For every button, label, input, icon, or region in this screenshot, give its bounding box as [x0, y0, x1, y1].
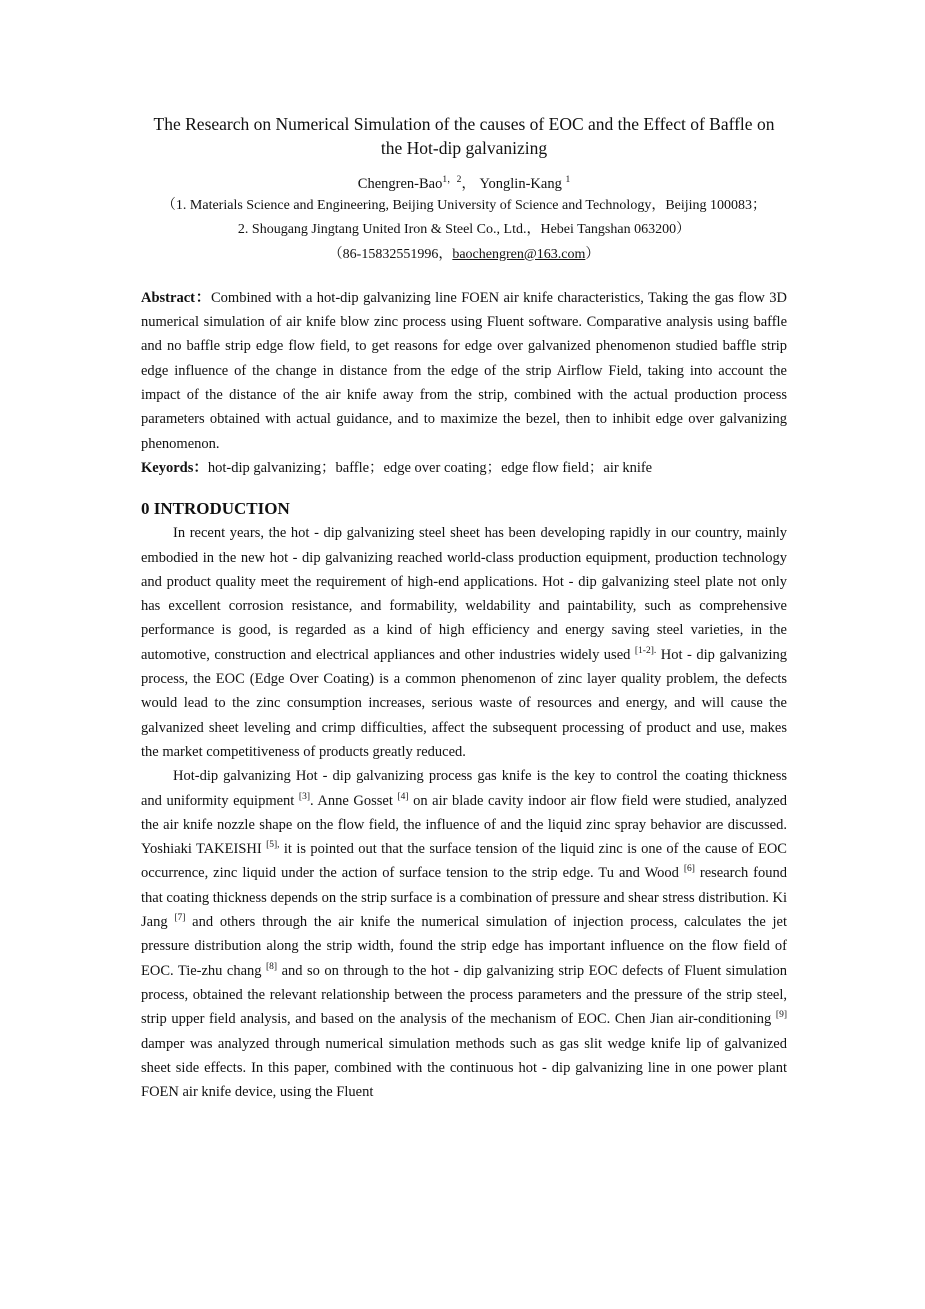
author-1-name: Chengren-Bao: [357, 176, 443, 192]
abstract-label: Abstract：: [141, 289, 211, 306]
para2-text-6: and others through the air knife the numerical simulation of injection process, calculates the jet pressure distribution along the strip width, found the strip edge has important influence on the flow field of EOC. Tie-zhu chang: [141, 914, 787, 979]
paper-page: [141, 112, 787, 1104]
contact-close: ）: [585, 246, 600, 262]
section-heading-introduction: 0 INTRODUCTION: [141, 499, 290, 519]
contact-line: [141, 243, 787, 267]
author-line: [141, 174, 787, 194]
citation-7: [7]: [174, 913, 186, 924]
para2-text-7: and so on through to the hot - dip galvanizing strip EOC defects of Fluent simulation process, obtained the relevant relationship between the process parameters and the pressure of the strip steel, strip upper field analysis, and based on the analysis of the mechanism of EOC. Chen Jian air-conditioning: [141, 962, 787, 1028]
paper-title: The Research on Numerical Simulation of the causes of EOC and the Effect of Baffle on the Hot-dip galvanizing: [153, 114, 775, 158]
para1-text-2: Hot - dip galvanizing process, the EOC (Edge Over Coating) is a common phenomenon of zinc layer quality problem, the defects would lead to the zinc consumption increases, serious waste of resources and energy, and will cause the galvanized sheet leveling and crimp difficulties, affect the subsequent processing of product and use, makes the market competitiveness of products greatly reduced.: [141, 646, 787, 760]
abstract-text: Combined with a hot-dip galvanizing line FOEN air knife characteristics, Taking the gas flow 3D numerical simulation of air knife blow zinc process using Fluent software. Comparative analysis using baffle and no baffle strip edge flow field, to get reasons for edge over galvanized phenomenon studied baffle strip edge influence of the change in distance from the edge of the strip Airflow Field, taking into account the impact of the distance of the air knife away from the strip, combined with the actual production process parameters obtained with actual guidance, and to maximize the bezel, then to inhibit edge over galvanizing phenomenon.: [141, 289, 787, 452]
keywords-text: hot-dip galvanizing；baffle；edge over coating；edge flow field；air knife: [207, 459, 653, 476]
author-1-affiliation-mark: 1，2: [442, 175, 462, 185]
affiliation-2: 2. Shougang Jingtang United Iron & Steel Co., Ltd.，Hebei Tangshan 063200）: [237, 222, 691, 238]
author-2-affiliation-mark: 1: [565, 175, 571, 185]
intro-paragraph-2: [141, 764, 787, 1104]
para2-text-1: Hot-dip galvanizing Hot - dip galvanizing process gas knife is the key to control the coating thickness and uniformity equipment: [141, 768, 787, 809]
citation-9: [9]: [775, 1010, 787, 1021]
citation-6: [6]: [683, 864, 695, 875]
para2-text-2: . Anne Gosset: [309, 792, 398, 809]
contact-phone: （86-15832551996，: [328, 246, 453, 262]
para1-text-1: In recent years, the hot - dip galvanizing steel sheet has been developing rapidly in our country, mainly embodied in the new hot - dip galvanizing reached world-class production equipment, production technology and product quality meet the requirement of high-end applications. Hot - dip galvanizing steel plate not only has excellent corrosion resistance, and formability, weldability and paintability, such as comprehensive performance is good, is regarded as a kind of high efficiency and energy saving steel varieties, in the automotive, construction and electrical appliances and other industries widely used: [141, 525, 787, 663]
keywords-label: Keyords：: [141, 459, 208, 476]
para2-text-8: damper was analyzed through numerical simulation methods such as gas slit wedge knife lip of galvanized sheet side effects. In this paper, combined with the continuous hot - dip galvanizing line in one power plant FOEN air knife device, using the Fluent: [141, 1035, 787, 1101]
citation-5: [5],: [266, 840, 280, 851]
citation-4: [4]: [397, 791, 409, 802]
author-separator: ，: [461, 176, 476, 192]
author-2-name: Yonglin-Kang: [479, 176, 562, 192]
citation-3: [3]: [298, 791, 310, 802]
para2-text-5: research found that coating thickness depends on the strip surface is a combination of pressure and shear stress distribution. Ki Jang: [141, 865, 787, 931]
para2-text-4: it is pointed out that the surface tension of the liquid zinc is one of the cause of EOC occurrence, zinc liquid under the action of surface tension to the strip edge. Tu and Wood: [141, 841, 787, 882]
keywords: [141, 456, 787, 480]
citation-1-2: [1-2].: [634, 645, 657, 656]
para2-text-3: on air blade cavity indoor air flow field were studied, analyzed the air knife nozzle shape on the flow field, the influence of and the liquid zinc spray behavior are discussed. Yoshiaki TAKEISHI: [141, 792, 787, 858]
citation-8: [8]: [266, 961, 278, 972]
abstract: [141, 286, 787, 456]
intro-paragraph-1: [141, 521, 787, 764]
affiliation-1: （1. Materials Science and Engineering, Beijing University of Science and Technology，Beijing 100083；: [161, 198, 767, 213]
email-link[interactable]: baochengren@163.com: [452, 246, 586, 262]
